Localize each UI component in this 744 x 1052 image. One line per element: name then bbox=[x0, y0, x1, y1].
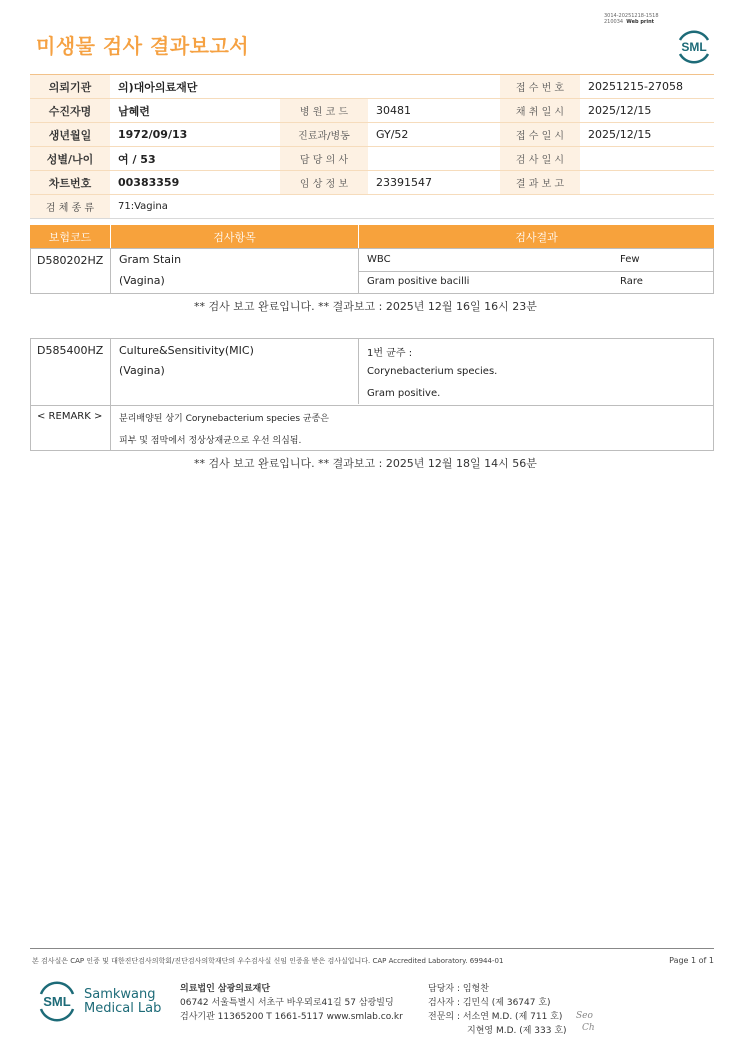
test1-report-complete: ** 검사 보고 완료입니다. ** 결과보고 : 2025년 12월 16일 16시 23분 bbox=[194, 300, 537, 313]
lab-name-line1: Samkwang bbox=[84, 987, 156, 1002]
signature1: Seo bbox=[576, 1011, 593, 1021]
specialist2: 지현영 M.D. (제 333 호) bbox=[467, 1026, 567, 1036]
doc-id-line2: 210034 bbox=[604, 19, 624, 25]
hospital-code-label: 병 원 코 드 bbox=[280, 99, 368, 122]
sml-footer-logo bbox=[36, 978, 78, 1024]
test2-result-line3: Gram positive. bbox=[367, 388, 441, 399]
clinical-value: 23391547 bbox=[376, 176, 432, 189]
receipt-no-label: 접 수 번 호 bbox=[500, 75, 580, 98]
report-label: 결 과 보 고 bbox=[500, 171, 580, 194]
chart-label: 차트번호 bbox=[30, 171, 110, 194]
signature bbox=[576, 1010, 595, 1034]
dept-label: 진료과/병동 bbox=[280, 123, 368, 146]
test2-result-line2: Corynebacterium species. bbox=[367, 366, 498, 377]
birth-value: 1972/09/13 bbox=[118, 128, 188, 141]
receipt-date-label: 접 수 일 시 bbox=[500, 123, 580, 146]
test1-specimen: (Vagina) bbox=[119, 274, 165, 287]
info-row bbox=[30, 99, 714, 123]
sml-logo bbox=[674, 26, 714, 66]
test1-result-value: Few bbox=[620, 254, 640, 265]
accreditation-note: 본 검사실은 CAP 인증 및 대한진단검사의학회/진단검사의학재단의 우수검사실 신임 인증을 받은 검사실입니다. CAP Accredited Laboratory. 69944-01 bbox=[32, 957, 504, 965]
chart-value: 00383359 bbox=[118, 176, 180, 189]
signature2: Ch bbox=[582, 1023, 595, 1033]
test2-result-line1: 1번 균주 : bbox=[367, 348, 413, 359]
footer-logo-text: SML bbox=[43, 994, 71, 1009]
test1-result-value: Rare bbox=[620, 276, 643, 287]
info-row bbox=[30, 75, 714, 99]
test1-code: D580202HZ bbox=[37, 254, 104, 267]
test-block-culture bbox=[30, 338, 714, 451]
receipt-no-value: 20251215-27058 bbox=[588, 80, 683, 93]
lab-name bbox=[84, 988, 161, 1016]
patient-label: 수진자명 bbox=[30, 99, 110, 122]
test-date-value bbox=[580, 147, 714, 170]
patient-value: 남혜련 bbox=[118, 104, 150, 118]
test2-specimen: (Vagina) bbox=[119, 364, 165, 377]
org-name: 의료법인 삼광의료재단 bbox=[180, 984, 271, 994]
test1-result-name: Gram positive bacilli bbox=[367, 276, 470, 287]
client-value: 의)대아의료재단 bbox=[118, 80, 198, 94]
info-row bbox=[30, 147, 714, 171]
col-code-header: 보험코드 bbox=[48, 230, 92, 244]
doc-id-line1: 3014-20251218-1518 bbox=[604, 13, 659, 19]
specimen-label: 검 체 종 류 bbox=[30, 195, 110, 218]
test-date-label: 검 사 일 시 bbox=[500, 147, 580, 170]
test2-name: Culture&Sensitivity(MIC) bbox=[119, 344, 254, 357]
sml-logo-text: SML bbox=[681, 40, 707, 54]
receipt-date-value: 2025/12/15 bbox=[588, 128, 652, 141]
patient-info-table bbox=[30, 74, 714, 219]
test2-code: D585400HZ bbox=[37, 344, 104, 357]
remark-label: < REMARK > bbox=[37, 411, 103, 422]
info-row bbox=[30, 123, 714, 147]
address: 06742 서울특별시 서초구 바우뫼로41길 57 삼광빌딩 bbox=[180, 998, 394, 1008]
print-label: Web print bbox=[626, 19, 655, 25]
test2-report-complete: ** 검사 보고 완료입니다. ** 결과보고 : 2025년 12월 18일 14시 56분 bbox=[194, 457, 537, 470]
hospital-code-value: 30481 bbox=[376, 104, 411, 117]
lab-name-line2: Medical Lab bbox=[84, 1001, 162, 1016]
col-item-header: 검사항목 bbox=[110, 225, 358, 248]
collect-date-label: 채 취 일 시 bbox=[500, 99, 580, 122]
results-header bbox=[30, 225, 714, 248]
client-label: 의뢰기관 bbox=[30, 75, 110, 98]
document-id bbox=[604, 13, 659, 25]
birth-label: 생년월일 bbox=[30, 123, 110, 146]
clinical-label: 임 상 정 보 bbox=[280, 171, 368, 194]
staff-list bbox=[428, 982, 567, 1038]
dept-value: GY/52 bbox=[376, 128, 409, 141]
test1-name: Gram Stain bbox=[119, 253, 182, 266]
page-number: Page 1 of 1 bbox=[669, 956, 714, 965]
info-row bbox=[30, 171, 714, 195]
col-result-header: 검사결과 bbox=[358, 225, 714, 248]
specimen-value: 71:Vagina bbox=[118, 201, 168, 212]
lab-address bbox=[180, 982, 403, 1024]
report-title: 미생물 검사 결과보고서 bbox=[36, 34, 250, 58]
tester: 검사자 : 김민식 (제 36747 호) bbox=[428, 998, 551, 1008]
sex-age-label: 성별/나이 bbox=[30, 147, 110, 170]
test1-result-name: WBC bbox=[367, 254, 391, 265]
remark-line2: 피부 및 점막에서 정상상재균으로 우선 의심됨. bbox=[119, 436, 302, 446]
doctor-label: 담 당 의 사 bbox=[280, 147, 368, 170]
specialist1: 전문의 : 서소연 M.D. (제 711 호) bbox=[428, 1012, 563, 1022]
collect-date-value: 2025/12/15 bbox=[588, 104, 652, 117]
manager: 담당자 : 임형찬 bbox=[428, 984, 489, 994]
report-value bbox=[580, 171, 714, 194]
footer-divider bbox=[30, 948, 714, 949]
sex-age-value: 여 / 53 bbox=[118, 152, 156, 166]
test-block-gram-stain bbox=[30, 248, 714, 294]
info-row bbox=[30, 195, 714, 219]
doctor-value bbox=[368, 147, 500, 170]
contact: 검사기관 11365200 T 1661-5117 www.smlab.co.kr bbox=[180, 1012, 403, 1022]
remark-line1: 분리배양된 상기 Corynebacterium species 균종은 bbox=[119, 414, 329, 424]
